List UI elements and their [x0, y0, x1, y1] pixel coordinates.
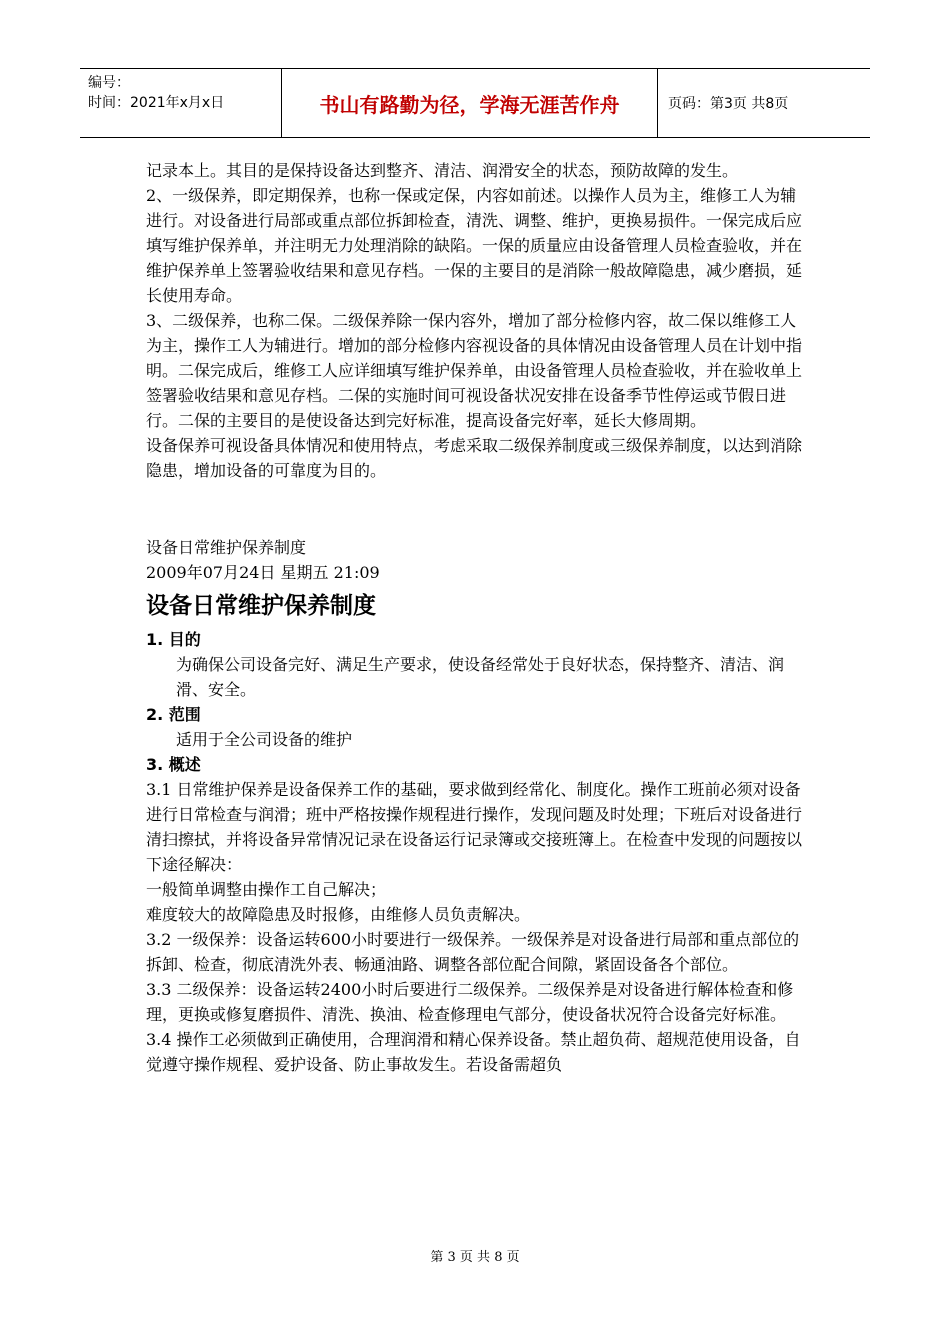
document-body [146, 158, 806, 1077]
section-text: 适用于全公司设备的维护 [176, 730, 353, 749]
page-header [80, 68, 870, 138]
header-page-info: 页码：第3页 共8页 [668, 96, 789, 112]
section-text: 为确保公司设备完好、满足生产要求，使设备经常处于良好状态，保持整齐、清洁、润滑、安全。 [176, 655, 785, 699]
section-heading: 3. 概述 [146, 755, 201, 774]
document-title: 设备日常维护保养制度 [146, 593, 376, 619]
list-item: 3.4 操作工必须做到正确使用，合理润滑和精心保养设备。禁止超负荷、超规范使用设备，自觉遵守操作规程、爱护设备、防止事故发生。若设备需超负 [146, 1030, 801, 1074]
paragraph: 3、二级保养，也称二保。二级保养除一保内容外，增加了部分检修内容，故二保以维修工人为主，操作工人为辅进行。增加的部分检修内容视设备的具体情况由设备管理人员在计划中指明。二保完成后，维修工人应详细填写维护保养单，由设备管理人员检查验收，并在验收单上签署验收结果和意见存档。二保的实施时间可视设备状况安排在设备季节性停运或节假日进行。二保的主要目的是使设备达到完好标准，提高设备完好率，延长大修周期。 [146, 311, 803, 430]
section-heading: 1. 目的 [146, 630, 201, 649]
list-item: 3.3 二级保养：设备运转2400小时后要进行二级保养。二级保养是对设备进行解体检查和修理，更换或修复磨损件、清洗、换油、检查修理电气部分，使设备状况符合设备完好标准。 [146, 980, 794, 1024]
page-footer: 第 3 页 共 8 页 [430, 1250, 520, 1265]
paragraph: 设备保养可视设备具体情况和使用特点，考虑采取二级保养制度或三级保养制度，以达到消除隐患，增加设备的可靠度为目的。 [146, 436, 803, 480]
paragraph: 2、一级保养，即定期保养，也称一保或定保，内容如前述。以操作人员为主，维修工人为辅进行。对设备进行局部或重点部位拆卸检查，清洗、调整、维护，更换易损件。一保完成后应填写维护保养单，并注明无力处理消除的缺陷。一保的质量应由设备管理人员检查验收，并在维护保养单上签署验收结果和意见存档。一保的主要目的是消除一般故障隐患，减少磨损，延长使用寿命。 [146, 186, 803, 305]
list-item: 3.2 一级保养：设备运转600小时要进行一级保养。一级保养是对设备进行局部和重点部位的拆卸、检查，彻底清洗外表、畅通油路、调整各部位配合间隙，紧固设备各个部位。 [146, 930, 800, 974]
list-item: 一般简单调整由操作工自己解决； [146, 880, 387, 899]
post-title: 设备日常维护保养制度 [146, 538, 307, 557]
section-heading: 2. 范围 [146, 705, 201, 724]
time-label: 时间：2021年x月x日 [88, 95, 225, 111]
list-item: 3.1 日常维护保养是设备保养工作的基础，要求做到经常化、制度化。操作工班前必须对设备进行日常检查与润滑；班中严格按操作规程进行操作，发现问题及时处理；下班后对设备进行清扫擦拭，并将设备异常情况记录在设备运行记录簿或交接班簿上。在检查中发现的问题按以下途径解决： [146, 780, 803, 874]
header-slogan: 书山有路勤为径，学海无涯苦作舟 [282, 69, 658, 137]
post-date: 2009年07月24日 星期五 21:09 [146, 563, 380, 582]
number-label: 编号： [88, 75, 130, 91]
header-meta [80, 69, 282, 137]
paragraph: 记录本上。其目的是保持设备达到整齐、清洁、润滑安全的状态，预防故障的发生。 [146, 161, 739, 180]
spacer [146, 483, 806, 535]
list-item: 难度较大的故障隐患及时报修，由维修人员负责解决。 [146, 905, 531, 924]
